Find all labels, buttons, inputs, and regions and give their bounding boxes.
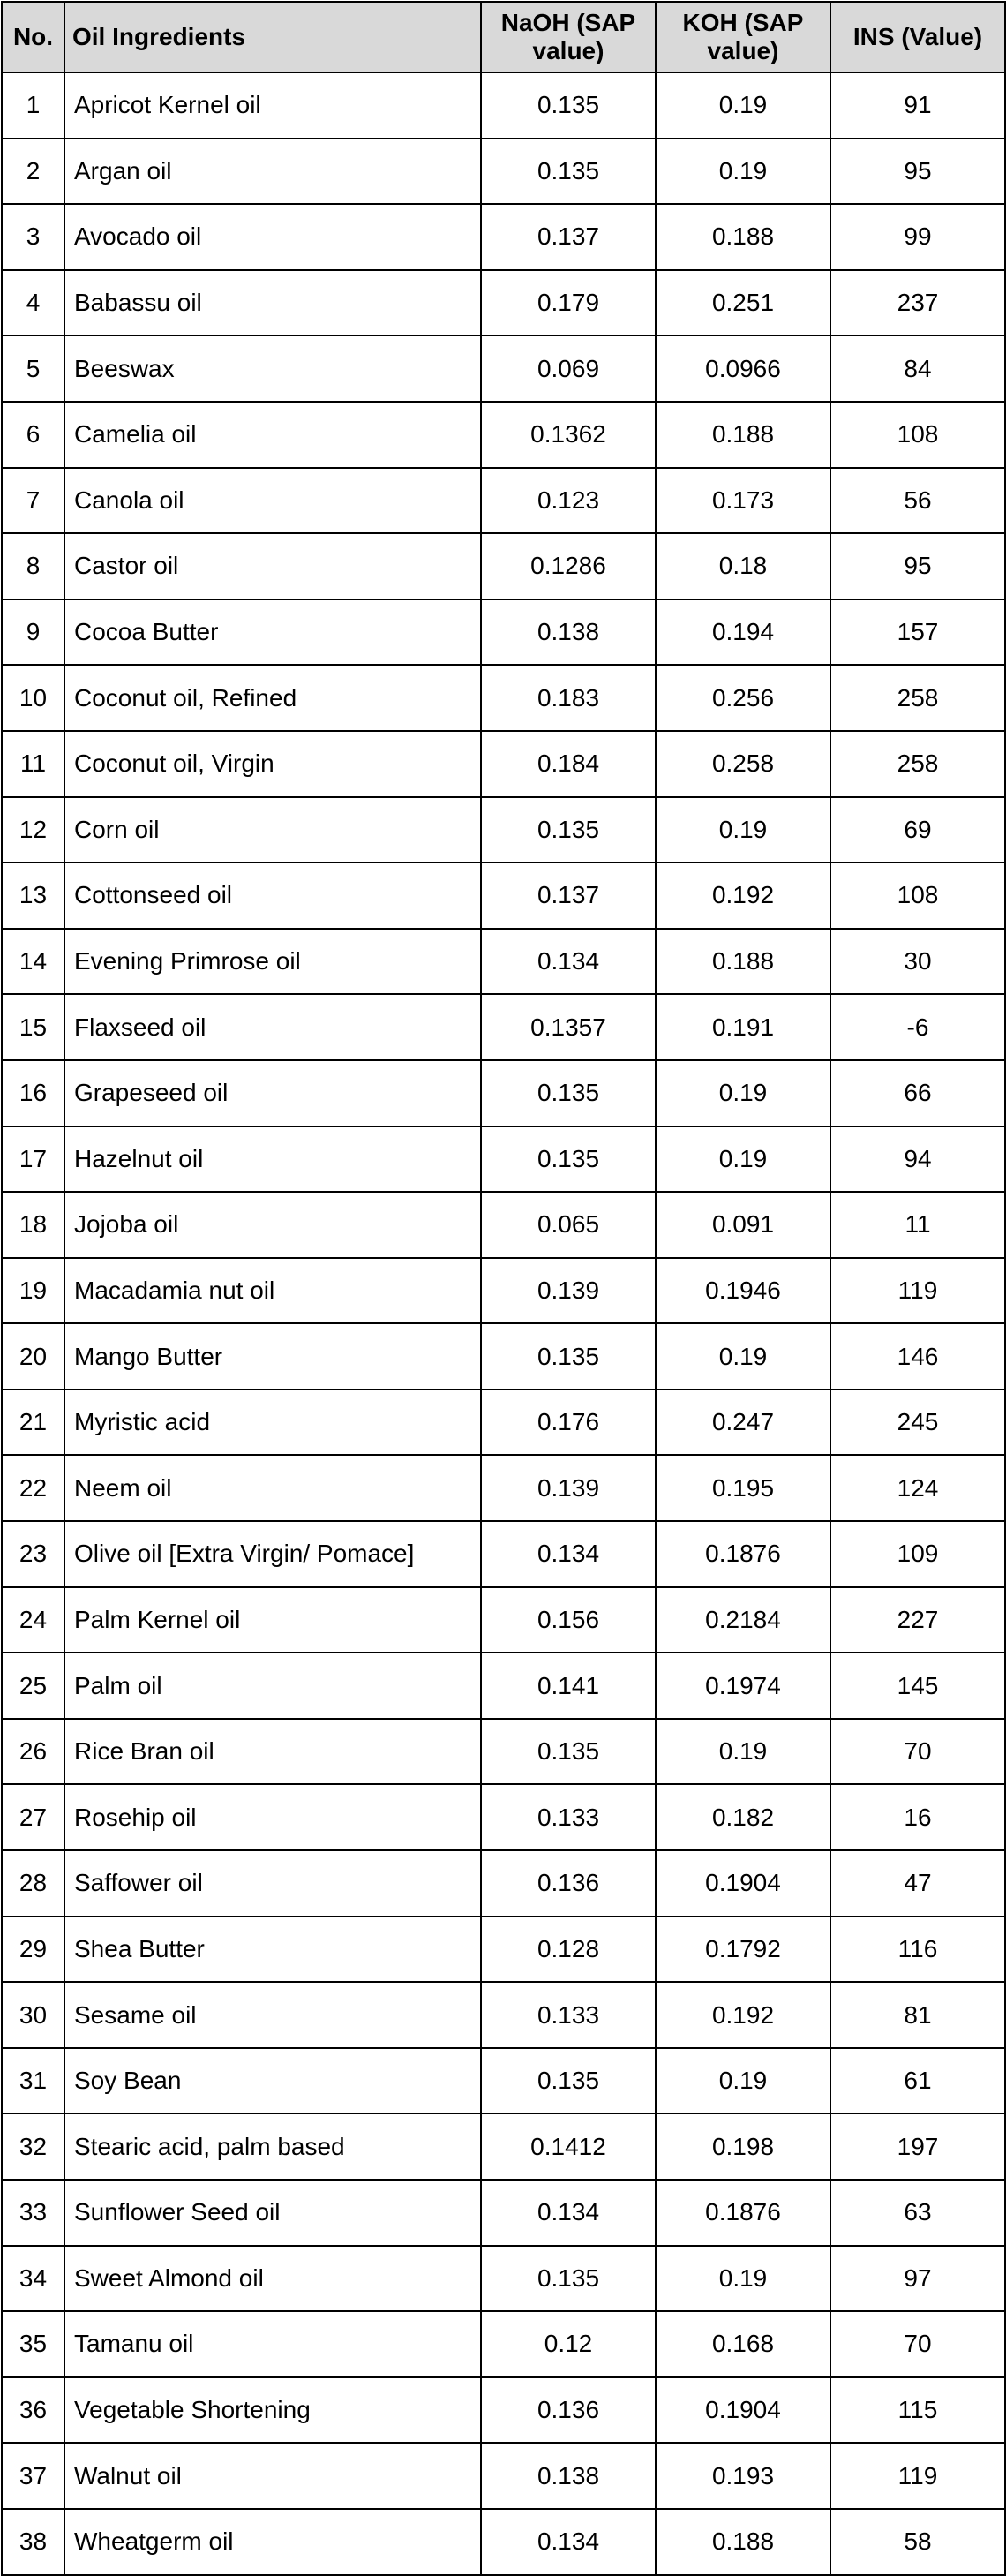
- cell-no: 29: [2, 1917, 64, 1983]
- cell-no: 8: [2, 533, 64, 599]
- cell-no: 37: [2, 2443, 64, 2509]
- cell-no: 32: [2, 2113, 64, 2180]
- cell-oil-name: Castor oil: [64, 533, 481, 599]
- cell-koh: 0.19: [656, 139, 830, 205]
- cell-no: 10: [2, 665, 64, 731]
- cell-oil-name: Evening Primrose oil: [64, 929, 481, 995]
- cell-oil-name: Shea Butter: [64, 1917, 481, 1983]
- cell-koh: 0.1974: [656, 1653, 830, 1719]
- cell-naoh: 0.133: [481, 1982, 656, 2048]
- cell-naoh: 0.136: [481, 2377, 656, 2444]
- table-row: [2, 1587, 1005, 1653]
- cell-ins: 11: [830, 1192, 1005, 1258]
- header-koh-sap: KOH (SAP value): [656, 2, 830, 72]
- cell-koh: 0.2184: [656, 1587, 830, 1653]
- cell-naoh: 0.138: [481, 599, 656, 666]
- cell-no: 34: [2, 2246, 64, 2312]
- cell-koh: 0.1904: [656, 2377, 830, 2444]
- header-ins-value: INS (Value): [830, 2, 1005, 72]
- table-row: [2, 1060, 1005, 1126]
- cell-oil-name: Wheatgerm oil: [64, 2509, 481, 2575]
- cell-oil-name: Sweet Almond oil: [64, 2246, 481, 2312]
- cell-ins: 124: [830, 1455, 1005, 1521]
- cell-naoh: 0.134: [481, 1521, 656, 1587]
- table-row: [2, 1192, 1005, 1258]
- cell-naoh: 0.135: [481, 797, 656, 863]
- cell-no: 6: [2, 402, 64, 468]
- cell-no: 7: [2, 468, 64, 534]
- cell-koh: 0.182: [656, 1784, 830, 1850]
- table-row: [2, 1784, 1005, 1850]
- cell-naoh: 0.1412: [481, 2113, 656, 2180]
- cell-naoh: 0.135: [481, 1060, 656, 1126]
- cell-ins: 145: [830, 1653, 1005, 1719]
- cell-naoh: 0.134: [481, 2509, 656, 2575]
- cell-naoh: 0.136: [481, 1850, 656, 1917]
- cell-oil-name: Saffower oil: [64, 1850, 481, 1917]
- cell-koh: 0.193: [656, 2443, 830, 2509]
- cell-naoh: 0.179: [481, 270, 656, 336]
- cell-ins: 237: [830, 270, 1005, 336]
- cell-koh: 0.256: [656, 665, 830, 731]
- cell-oil-name: Grapeseed oil: [64, 1060, 481, 1126]
- cell-ins: 84: [830, 335, 1005, 402]
- cell-koh: 0.168: [656, 2311, 830, 2377]
- cell-koh: 0.192: [656, 862, 830, 929]
- table-row: [2, 1982, 1005, 2048]
- cell-koh: 0.0966: [656, 335, 830, 402]
- cell-ins: 227: [830, 1587, 1005, 1653]
- cell-ins: 63: [830, 2180, 1005, 2246]
- cell-naoh: 0.134: [481, 929, 656, 995]
- cell-ins: 30: [830, 929, 1005, 995]
- cell-naoh: 0.156: [481, 1587, 656, 1653]
- cell-koh: 0.194: [656, 599, 830, 666]
- cell-koh: 0.188: [656, 204, 830, 270]
- cell-no: 12: [2, 797, 64, 863]
- cell-no: 14: [2, 929, 64, 995]
- cell-koh: 0.19: [656, 2246, 830, 2312]
- table-row: [2, 797, 1005, 863]
- cell-koh: 0.1904: [656, 1850, 830, 1917]
- cell-naoh: 0.065: [481, 1192, 656, 1258]
- cell-ins: 56: [830, 468, 1005, 534]
- table-row: [2, 1521, 1005, 1587]
- cell-naoh: 0.135: [481, 72, 656, 139]
- cell-ins: 157: [830, 599, 1005, 666]
- cell-naoh: 0.139: [481, 1455, 656, 1521]
- cell-ins: 115: [830, 2377, 1005, 2444]
- cell-oil-name: Apricot Kernel oil: [64, 72, 481, 139]
- cell-ins: 99: [830, 204, 1005, 270]
- cell-oil-name: Tamanu oil: [64, 2311, 481, 2377]
- cell-no: 24: [2, 1587, 64, 1653]
- table-row: [2, 335, 1005, 402]
- cell-ins: -6: [830, 994, 1005, 1060]
- cell-no: 4: [2, 270, 64, 336]
- cell-naoh: 0.069: [481, 335, 656, 402]
- cell-oil-name: Corn oil: [64, 797, 481, 863]
- cell-oil-name: Coconut oil, Virgin: [64, 731, 481, 797]
- cell-oil-name: Neem oil: [64, 1455, 481, 1521]
- table-row: [2, 2180, 1005, 2246]
- cell-ins: 47: [830, 1850, 1005, 1917]
- cell-ins: 70: [830, 1719, 1005, 1785]
- cell-naoh: 0.139: [481, 1258, 656, 1324]
- cell-oil-name: Soy Bean: [64, 2048, 481, 2114]
- cell-oil-name: Babassu oil: [64, 270, 481, 336]
- cell-no: 33: [2, 2180, 64, 2246]
- cell-oil-name: Argan oil: [64, 139, 481, 205]
- cell-no: 1: [2, 72, 64, 139]
- cell-naoh: 0.134: [481, 2180, 656, 2246]
- cell-ins: 97: [830, 2246, 1005, 2312]
- cell-naoh: 0.184: [481, 731, 656, 797]
- cell-no: 3: [2, 204, 64, 270]
- cell-oil-name: Macadamia nut oil: [64, 1258, 481, 1324]
- cell-ins: 58: [830, 2509, 1005, 2575]
- cell-naoh: 0.12: [481, 2311, 656, 2377]
- table-row: [2, 929, 1005, 995]
- cell-no: 13: [2, 862, 64, 929]
- cell-oil-name: Rice Bran oil: [64, 1719, 481, 1785]
- cell-naoh: 0.1362: [481, 402, 656, 468]
- cell-no: 30: [2, 1982, 64, 2048]
- header-naoh-sap: NaOH (SAP value): [481, 2, 656, 72]
- cell-oil-name: Canola oil: [64, 468, 481, 534]
- header-no: No.: [2, 2, 64, 72]
- cell-naoh: 0.128: [481, 1917, 656, 1983]
- cell-koh: 0.247: [656, 1390, 830, 1456]
- cell-oil-name: Rosehip oil: [64, 1784, 481, 1850]
- cell-no: 26: [2, 1719, 64, 1785]
- cell-ins: 108: [830, 862, 1005, 929]
- cell-ins: 69: [830, 797, 1005, 863]
- cell-no: 21: [2, 1390, 64, 1456]
- cell-oil-name: Walnut oil: [64, 2443, 481, 2509]
- cell-no: 35: [2, 2311, 64, 2377]
- oil-sap-table: [1, 1, 1006, 2576]
- cell-koh: 0.19: [656, 797, 830, 863]
- cell-ins: 258: [830, 731, 1005, 797]
- cell-no: 2: [2, 139, 64, 205]
- cell-koh: 0.198: [656, 2113, 830, 2180]
- cell-no: 16: [2, 1060, 64, 1126]
- cell-no: 28: [2, 1850, 64, 1917]
- cell-koh: 0.192: [656, 1982, 830, 2048]
- cell-no: 27: [2, 1784, 64, 1850]
- cell-ins: 95: [830, 533, 1005, 599]
- cell-naoh: 0.135: [481, 1323, 656, 1390]
- cell-no: 22: [2, 1455, 64, 1521]
- cell-koh: 0.19: [656, 1060, 830, 1126]
- cell-oil-name: Avocado oil: [64, 204, 481, 270]
- table-row: [2, 1126, 1005, 1193]
- cell-no: 38: [2, 2509, 64, 2575]
- table-row: [2, 1390, 1005, 1456]
- cell-koh: 0.19: [656, 1323, 830, 1390]
- cell-naoh: 0.176: [481, 1390, 656, 1456]
- cell-naoh: 0.135: [481, 2048, 656, 2114]
- table-row: [2, 1455, 1005, 1521]
- cell-koh: 0.19: [656, 2048, 830, 2114]
- cell-koh: 0.251: [656, 270, 830, 336]
- cell-no: 17: [2, 1126, 64, 1193]
- table-body: [2, 72, 1005, 2575]
- cell-no: 19: [2, 1258, 64, 1324]
- cell-koh: 0.1876: [656, 1521, 830, 1587]
- cell-koh: 0.1876: [656, 2180, 830, 2246]
- cell-ins: 16: [830, 1784, 1005, 1850]
- cell-naoh: 0.183: [481, 665, 656, 731]
- cell-ins: 70: [830, 2311, 1005, 2377]
- cell-oil-name: Olive oil [Extra Virgin/ Pomace]: [64, 1521, 481, 1587]
- cell-naoh: 0.135: [481, 139, 656, 205]
- cell-naoh: 0.135: [481, 2246, 656, 2312]
- cell-oil-name: Cocoa Butter: [64, 599, 481, 666]
- cell-oil-name: Myristic acid: [64, 1390, 481, 1456]
- cell-naoh: 0.1286: [481, 533, 656, 599]
- table-row: [2, 599, 1005, 666]
- table-row: [2, 2246, 1005, 2312]
- table-row: [2, 402, 1005, 468]
- table-row: [2, 731, 1005, 797]
- table-row: [2, 1323, 1005, 1390]
- cell-koh: 0.173: [656, 468, 830, 534]
- cell-oil-name: Coconut oil, Refined: [64, 665, 481, 731]
- cell-no: 18: [2, 1192, 64, 1258]
- cell-ins: 91: [830, 72, 1005, 139]
- table-row: [2, 1719, 1005, 1785]
- cell-ins: 109: [830, 1521, 1005, 1587]
- cell-naoh: 0.135: [481, 1126, 656, 1193]
- cell-koh: 0.19: [656, 72, 830, 139]
- table-row: [2, 2113, 1005, 2180]
- cell-no: 36: [2, 2377, 64, 2444]
- cell-ins: 119: [830, 1258, 1005, 1324]
- header-oil-ingredients: Oil Ingredients: [64, 2, 481, 72]
- cell-naoh: 0.1357: [481, 994, 656, 1060]
- cell-naoh: 0.137: [481, 204, 656, 270]
- cell-ins: 81: [830, 1982, 1005, 2048]
- cell-no: 23: [2, 1521, 64, 1587]
- cell-koh: 0.18: [656, 533, 830, 599]
- cell-oil-name: Sesame oil: [64, 1982, 481, 2048]
- cell-koh: 0.188: [656, 402, 830, 468]
- cell-oil-name: Cottonseed oil: [64, 862, 481, 929]
- cell-koh: 0.258: [656, 731, 830, 797]
- cell-ins: 146: [830, 1323, 1005, 1390]
- cell-ins: 66: [830, 1060, 1005, 1126]
- cell-koh: 0.091: [656, 1192, 830, 1258]
- table-row: [2, 1850, 1005, 1917]
- cell-ins: 108: [830, 402, 1005, 468]
- table-row: [2, 204, 1005, 270]
- cell-oil-name: Sunflower Seed oil: [64, 2180, 481, 2246]
- cell-no: 9: [2, 599, 64, 666]
- table-header-row: [2, 2, 1005, 72]
- cell-ins: 258: [830, 665, 1005, 731]
- cell-koh: 0.191: [656, 994, 830, 1060]
- table-row: [2, 994, 1005, 1060]
- cell-ins: 116: [830, 1917, 1005, 1983]
- cell-koh: 0.1792: [656, 1917, 830, 1983]
- cell-oil-name: Vegetable Shortening: [64, 2377, 481, 2444]
- cell-no: 25: [2, 1653, 64, 1719]
- cell-oil-name: Palm Kernel oil: [64, 1587, 481, 1653]
- cell-koh: 0.19: [656, 1719, 830, 1785]
- table-row: [2, 139, 1005, 205]
- cell-oil-name: Stearic acid, palm based: [64, 2113, 481, 2180]
- cell-ins: 197: [830, 2113, 1005, 2180]
- table-row: [2, 2509, 1005, 2575]
- cell-ins: 119: [830, 2443, 1005, 2509]
- cell-ins: 61: [830, 2048, 1005, 2114]
- cell-koh: 0.19: [656, 1126, 830, 1193]
- cell-oil-name: Beeswax: [64, 335, 481, 402]
- table-row: [2, 1917, 1005, 1983]
- cell-naoh: 0.135: [481, 1719, 656, 1785]
- cell-ins: 95: [830, 139, 1005, 205]
- cell-oil-name: Palm oil: [64, 1653, 481, 1719]
- table-row: [2, 1653, 1005, 1719]
- cell-naoh: 0.123: [481, 468, 656, 534]
- table-row: [2, 1258, 1005, 1324]
- table-row: [2, 533, 1005, 599]
- cell-naoh: 0.138: [481, 2443, 656, 2509]
- table-row: [2, 2048, 1005, 2114]
- cell-no: 31: [2, 2048, 64, 2114]
- cell-oil-name: Camelia oil: [64, 402, 481, 468]
- cell-no: 15: [2, 994, 64, 1060]
- cell-oil-name: Hazelnut oil: [64, 1126, 481, 1193]
- table-row: [2, 665, 1005, 731]
- table-row: [2, 468, 1005, 534]
- cell-koh: 0.188: [656, 2509, 830, 2575]
- cell-koh: 0.195: [656, 1455, 830, 1521]
- cell-ins: 94: [830, 1126, 1005, 1193]
- cell-oil-name: Jojoba oil: [64, 1192, 481, 1258]
- table-row: [2, 270, 1005, 336]
- cell-no: 20: [2, 1323, 64, 1390]
- cell-no: 11: [2, 731, 64, 797]
- table-row: [2, 862, 1005, 929]
- table-row: [2, 2377, 1005, 2444]
- cell-naoh: 0.133: [481, 1784, 656, 1850]
- cell-naoh: 0.141: [481, 1653, 656, 1719]
- cell-oil-name: Flaxseed oil: [64, 994, 481, 1060]
- table-row: [2, 2443, 1005, 2509]
- table-row: [2, 2311, 1005, 2377]
- cell-koh: 0.188: [656, 929, 830, 995]
- cell-naoh: 0.137: [481, 862, 656, 929]
- cell-oil-name: Mango Butter: [64, 1323, 481, 1390]
- cell-koh: 0.1946: [656, 1258, 830, 1324]
- cell-no: 5: [2, 335, 64, 402]
- table-row: [2, 72, 1005, 139]
- cell-ins: 245: [830, 1390, 1005, 1456]
